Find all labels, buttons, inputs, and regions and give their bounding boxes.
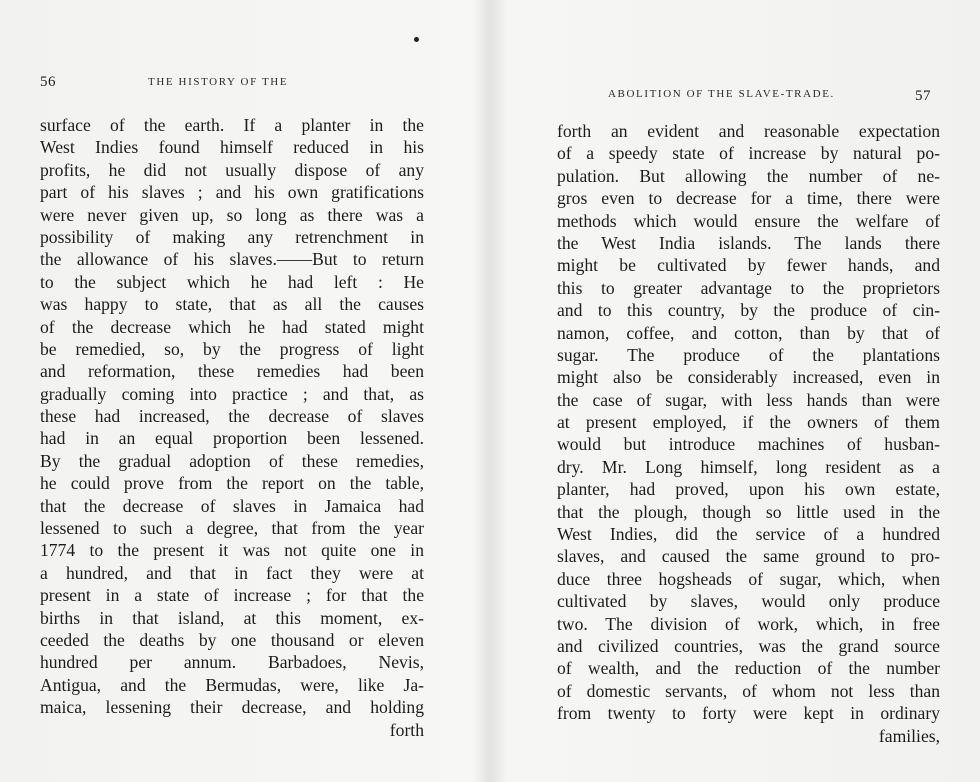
text-line: By the gradual adoption of these remedies, — [40, 450, 424, 471]
text-line: and reformation, these remedies had been — [40, 361, 424, 382]
text-line: sugar. The produce of the plantations — [557, 344, 940, 365]
text-line: he could prove from the report on the table, — [40, 473, 424, 494]
text-line: methods which would ensure the welfare of — [557, 210, 940, 231]
text-line: present in a state of increase ; for that the — [40, 585, 424, 606]
text-line: the allowance of his slaves.——But to return — [40, 249, 424, 270]
right-running-head: ABOLITION OF THE SLAVE-TRADE. — [608, 88, 835, 100]
text-line: these had increased, the decrease of slaves — [40, 406, 424, 427]
text-line: two. The division of work, which, in free — [557, 613, 940, 634]
text-line: of the decrease which he had stated might — [40, 316, 424, 337]
text-line: from twenty to forty were kept in ordinary — [557, 703, 940, 724]
text-line: would but introduce machines of husban- — [557, 434, 940, 455]
text-line: that the plough, though so little used in the — [557, 501, 940, 522]
right-page-number: 57 — [915, 88, 931, 104]
text-line: part of his slaves ; and his own gratifications — [40, 182, 424, 203]
text-line: planter, had proved, upon his own estate, — [557, 479, 940, 500]
right-page-text — [557, 120, 940, 747]
text-line: namon, coffee, and cotton, than by that of — [557, 322, 940, 343]
text-line: 1774 to the present it was not quite one in — [40, 540, 424, 561]
text-line: that the decrease of slaves in Jamaica had — [40, 495, 424, 516]
text-line: ceeded the deaths by one thousand or eleven — [40, 629, 424, 650]
text-line: and to this country, by the produce of cin- — [557, 300, 940, 321]
text-line: a hundred, and that in fact they were at — [40, 562, 424, 583]
text-line: might also be considerably increased, even in — [557, 367, 940, 388]
text-line: profits, he did not usually dispose of any — [40, 159, 424, 180]
left-page-number: 56 — [40, 74, 56, 90]
text-line: to the subject which he had left : He — [40, 271, 424, 292]
text-line: cultivated by slaves, would only produce — [557, 591, 940, 612]
text-line: of domestic servants, of whom not less than — [557, 680, 940, 701]
text-line: be remedied, so, by the progress of light — [40, 338, 424, 359]
text-line: slaves, and caused the same ground to pro- — [557, 546, 940, 567]
catchword: families, — [878, 725, 940, 746]
text-line: West Indies, did the service of a hundred — [557, 524, 940, 545]
text-line: gros even to decrease for a time, there were — [557, 188, 940, 209]
text-line: this to greater advantage to the proprietors — [557, 277, 940, 298]
right-page — [490, 0, 980, 782]
text-line: forth an evident and reasonable expectation — [557, 121, 940, 141]
text-line: had in an equal proportion been lessened. — [40, 428, 424, 449]
text-line: West Indies found himself reduced in his — [40, 137, 424, 158]
text-line: duce three hogsheads of sugar, which, when — [557, 568, 940, 589]
text-line: Antigua, and the Bermudas, were, like Ja- — [40, 674, 424, 695]
catchword: forth — [389, 719, 424, 740]
text-line: possibility of making any retrenchment in — [40, 226, 424, 247]
text-line: lessened to such a degree, that from the year — [40, 518, 424, 539]
text-line: gradually coming into practice ; and that, as — [40, 383, 424, 404]
text-line: maica, lessening their decrease, and holding — [40, 697, 424, 718]
text-line: pulation. But allowing the number of ne- — [557, 165, 940, 186]
left-page-text — [40, 114, 424, 741]
text-line: of a speedy state of increase by natural po- — [557, 143, 940, 164]
text-line: and civilized countries, was the grand source — [557, 635, 940, 656]
text-line: was happy to state, that as all the causes — [40, 294, 424, 315]
text-line: the West India islands. The lands there — [557, 232, 940, 253]
text-line: of wealth, and the reduction of the number — [557, 658, 940, 679]
text-line: births in that island, at this moment, ex- — [40, 607, 424, 628]
text-line: the case of sugar, with less hands than were — [557, 389, 940, 410]
text-line: surface of the earth. If a planter in the — [40, 115, 424, 135]
text-line: hundred per annum. Barbadoes, Nevis, — [40, 652, 424, 673]
text-line: were never given up, so long as there was a — [40, 204, 424, 225]
left-running-head: THE HISTORY OF THE — [148, 76, 289, 88]
text-line: dry. Mr. Long himself, long resident as a — [557, 456, 940, 477]
text-line: might be cultivated by fewer hands, and — [557, 255, 940, 276]
text-line: at present employed, if the owners of them — [557, 412, 940, 433]
